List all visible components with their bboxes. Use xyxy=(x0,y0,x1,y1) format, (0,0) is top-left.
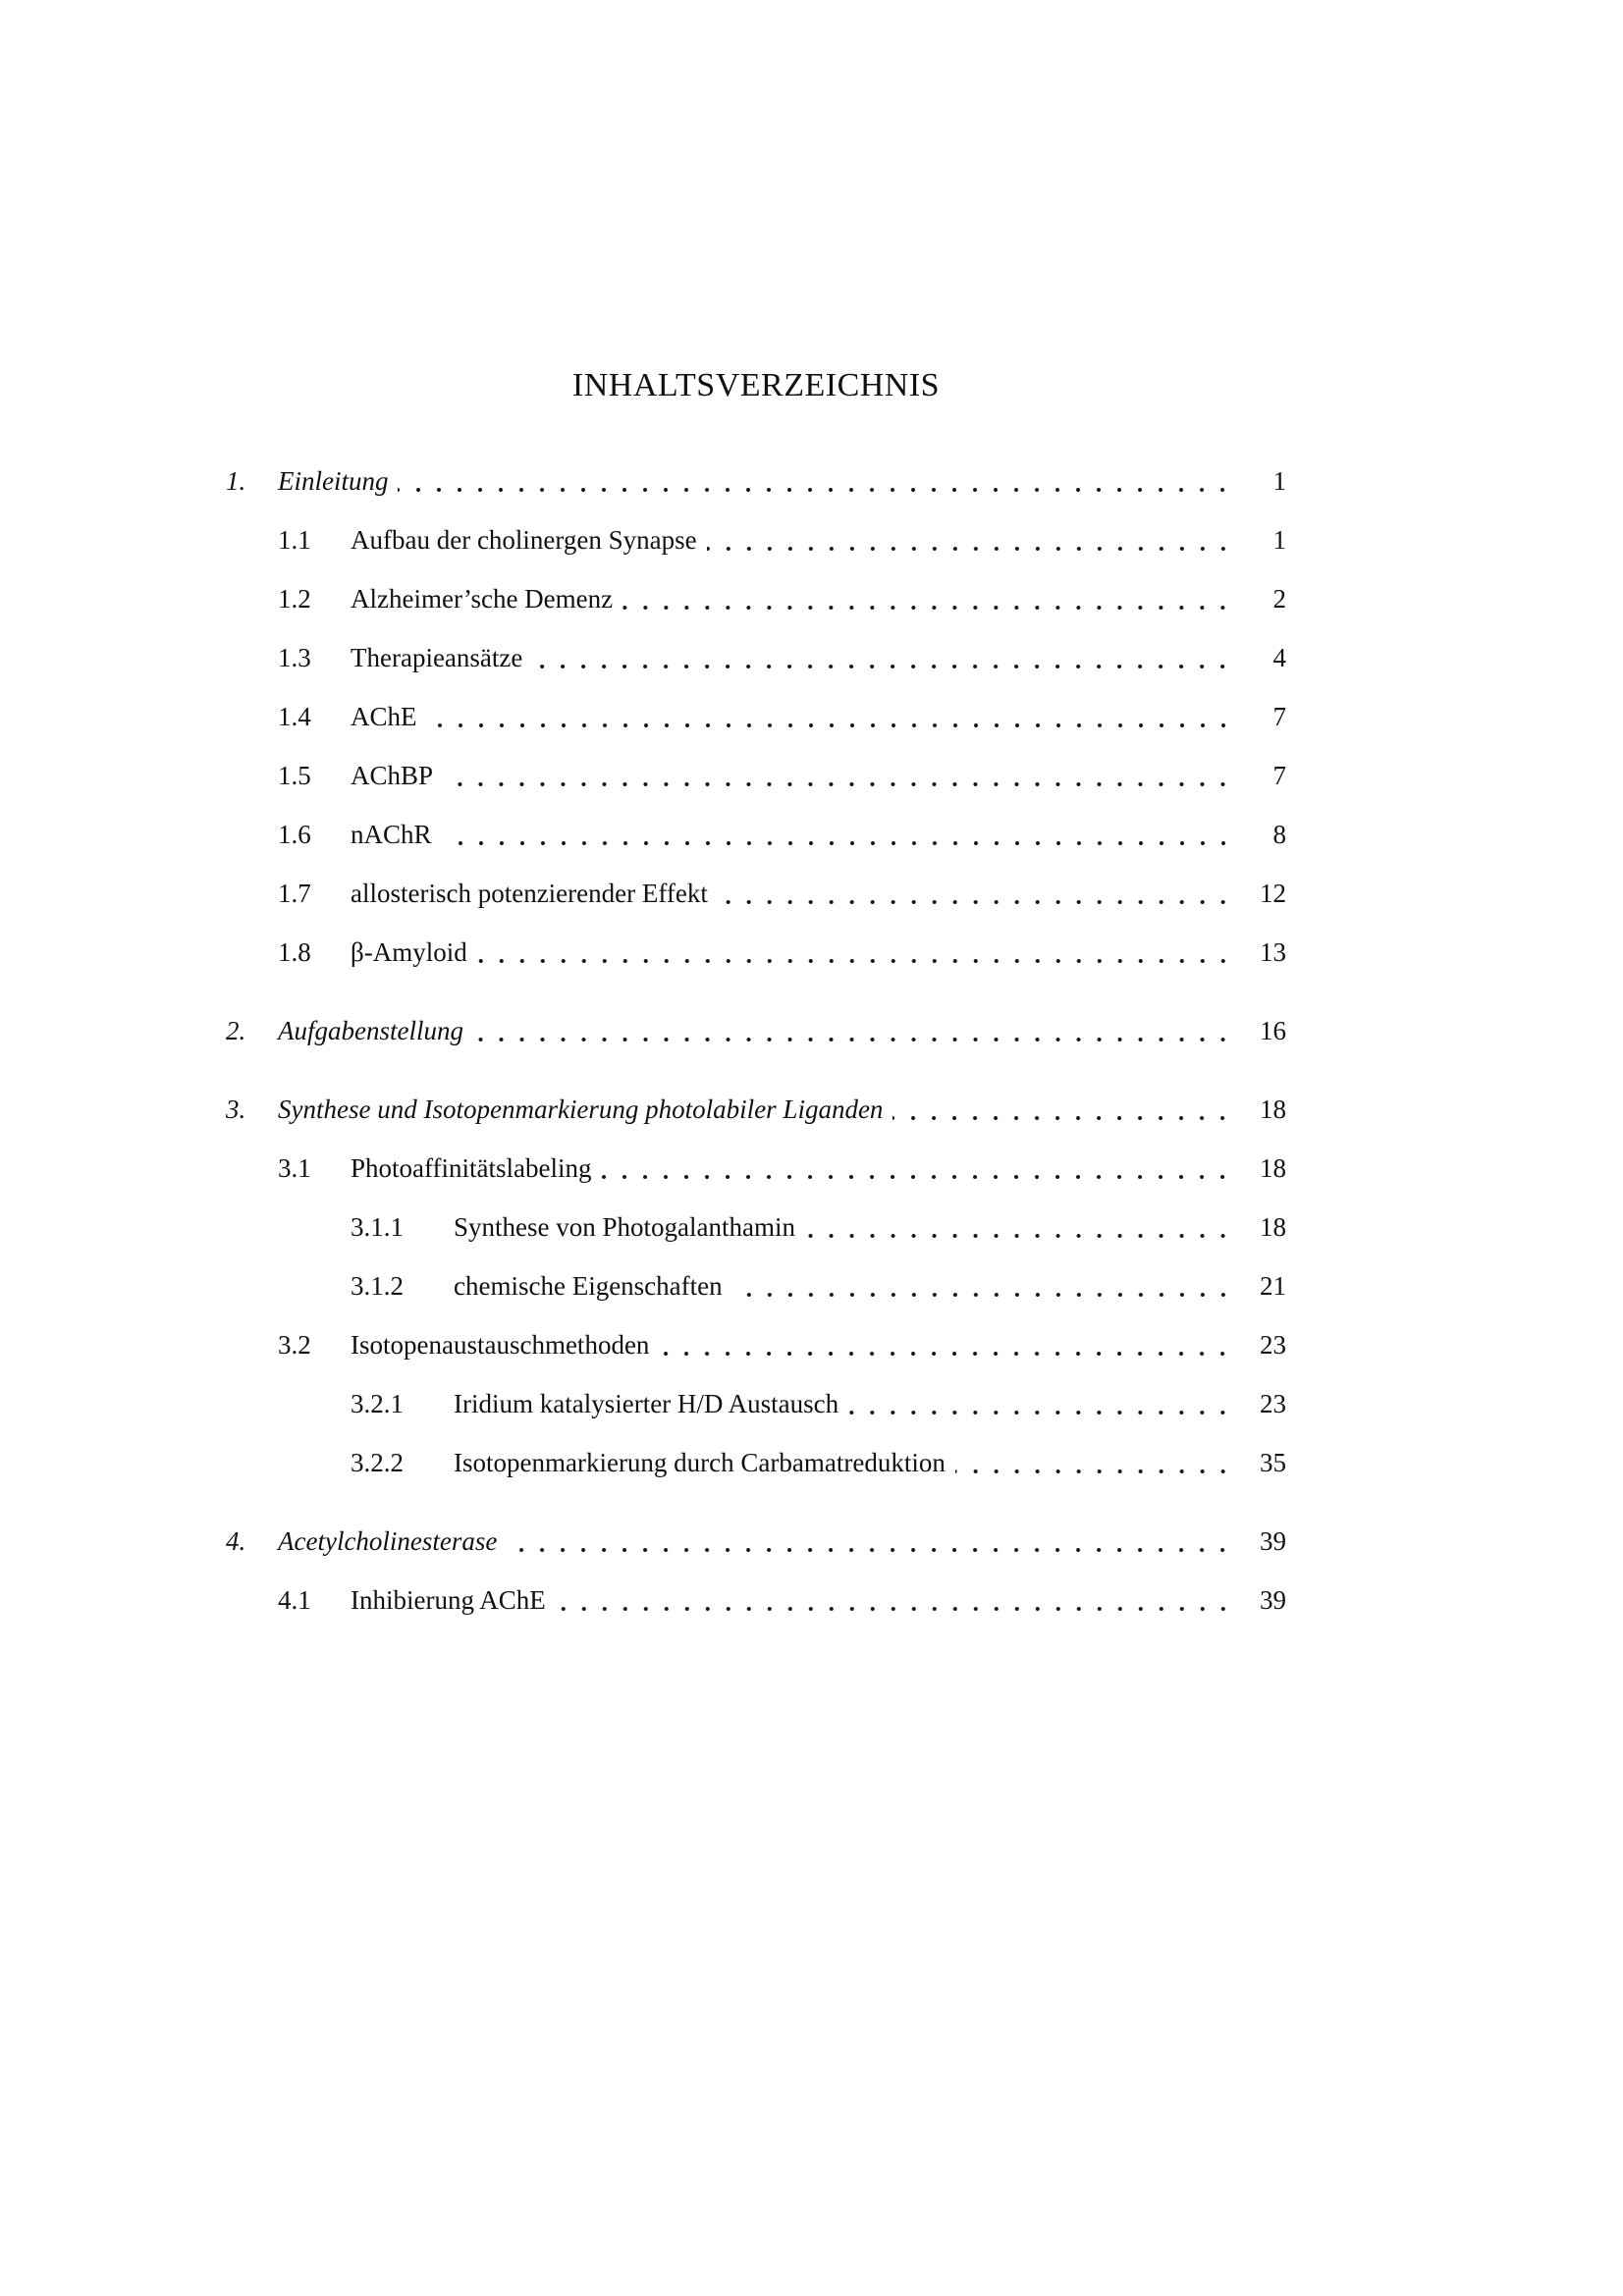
dot-leader xyxy=(622,569,1239,628)
toc-entry xyxy=(226,1571,1286,1629)
toc-entry xyxy=(226,1433,1286,1492)
toc-entry xyxy=(226,923,1286,982)
toc-entry-number: 1.6 xyxy=(278,820,311,849)
dot-leader xyxy=(732,1256,1239,1315)
toc-entry-page: 18 xyxy=(1260,1212,1286,1242)
toc-entry-number: 3.1 xyxy=(278,1153,311,1183)
toc-entry-label: Inhibierung AChE xyxy=(351,1585,546,1615)
dot-leader xyxy=(848,1374,1239,1433)
toc-entry-number: 3.2.1 xyxy=(351,1389,404,1418)
toc-entry xyxy=(226,452,1286,510)
toc-entry xyxy=(226,1374,1286,1433)
toc-entry xyxy=(226,1198,1286,1256)
page-content xyxy=(226,0,1286,1629)
dot-leader xyxy=(427,687,1240,746)
toc-entry-number: 1.4 xyxy=(278,702,311,731)
toc-entry-label: Acetylcholinesterase xyxy=(278,1526,498,1556)
toc-entry-number: 2. xyxy=(226,1016,246,1045)
toc-entry-number: 3.2 xyxy=(278,1330,311,1360)
toc-entry xyxy=(226,1315,1286,1374)
toc-entry-label: AChE xyxy=(351,702,417,731)
toc-entry-number: 1.8 xyxy=(278,937,311,967)
toc-entry-page: 13 xyxy=(1260,937,1286,967)
toc-entry-page: 16 xyxy=(1260,1016,1286,1045)
toc-entry-label: Aufbau der cholinergen Synapse xyxy=(351,525,697,555)
dot-leader xyxy=(805,1198,1239,1256)
toc-entry-label: Synthese und Isotopenmarkierung photolabiler Liganden xyxy=(278,1095,884,1124)
toc-entry-label: Photoaffinitätslabeling xyxy=(351,1153,592,1183)
toc-entry xyxy=(226,1256,1286,1315)
toc-entry-label: β-Amyloid xyxy=(351,937,467,967)
toc-entry xyxy=(226,805,1286,864)
toc-entry-label: Iridium katalysierter H/D Austausch xyxy=(454,1389,839,1418)
toc-entry xyxy=(226,628,1286,687)
toc-entry-label: Aufgabenstellung xyxy=(278,1016,463,1045)
toc-entry-number: 3.1.2 xyxy=(351,1271,404,1301)
toc-entry-page: 21 xyxy=(1260,1271,1286,1301)
dot-leader xyxy=(955,1433,1239,1492)
dot-leader xyxy=(707,510,1239,569)
dot-leader xyxy=(556,1571,1239,1629)
toc-entry xyxy=(226,864,1286,923)
toc-entry-number: 1.3 xyxy=(278,643,311,672)
dot-leader xyxy=(893,1080,1239,1139)
toc-entry-number: 3. xyxy=(226,1095,246,1124)
dot-leader xyxy=(507,1512,1239,1571)
toc-entry-number: 1.7 xyxy=(278,879,311,908)
toc-entry-label: Isotopenmarkierung durch Carbamatreduktion xyxy=(454,1448,946,1477)
toc-entry-number: 1.2 xyxy=(278,584,311,614)
toc-entry-page: 4 xyxy=(1272,643,1286,672)
toc-entry-label: chemische Eigenschaften xyxy=(454,1271,723,1301)
toc-entry-page: 39 xyxy=(1260,1585,1286,1615)
dot-leader xyxy=(398,452,1239,510)
toc-entry-page: 12 xyxy=(1260,879,1286,908)
toc-entry-number: 3.2.2 xyxy=(351,1448,404,1477)
toc-entry-number: 1.1 xyxy=(278,525,311,555)
toc-entry xyxy=(226,569,1286,628)
dot-leader xyxy=(473,1001,1239,1060)
dot-leader xyxy=(718,864,1239,923)
toc-entry-label: Einleitung xyxy=(278,466,389,496)
toc-entry-label: nAChR xyxy=(351,820,432,849)
toc-entry-page: 18 xyxy=(1260,1095,1286,1124)
toc-entry-label: Synthese von Photogalanthamin xyxy=(454,1212,795,1242)
toc-entry xyxy=(226,746,1286,805)
toc-entry-label: allosterisch potenzierender Effekt xyxy=(351,879,708,908)
toc-entry-page: 2 xyxy=(1272,584,1286,614)
dot-leader xyxy=(477,923,1239,982)
dot-leader xyxy=(443,746,1239,805)
toc-entry-page: 8 xyxy=(1272,820,1286,849)
dot-leader xyxy=(601,1139,1239,1198)
toc-entry-page: 18 xyxy=(1260,1153,1286,1183)
toc-entry xyxy=(226,1080,1286,1139)
toc-entry-number: 4.1 xyxy=(278,1585,311,1615)
table-of-contents xyxy=(226,452,1286,1629)
toc-entry-number: 4. xyxy=(226,1526,246,1556)
toc-entry-page: 7 xyxy=(1272,761,1286,790)
toc-entry-label: Therapieansätze xyxy=(351,643,523,672)
page-title: INHALTSVERZEICHNIS xyxy=(571,367,941,403)
toc-entry xyxy=(226,1001,1286,1060)
toc-entry-page: 7 xyxy=(1272,702,1286,731)
toc-entry-number: 3.1.1 xyxy=(351,1212,404,1242)
toc-entry-label: Alzheimer’sche Demenz xyxy=(351,584,614,614)
toc-entry xyxy=(226,1512,1286,1571)
toc-entry-label: AChBP xyxy=(351,761,434,790)
dot-leader xyxy=(442,805,1239,864)
toc-entry-number: 1.5 xyxy=(278,761,311,790)
toc-entry-page: 23 xyxy=(1260,1389,1286,1418)
toc-entry-page: 1 xyxy=(1272,525,1286,555)
toc-entry-page: 35 xyxy=(1260,1448,1286,1477)
toc-entry-label: Isotopenaustauschmethoden xyxy=(351,1330,650,1360)
toc-entry-page: 23 xyxy=(1260,1330,1286,1360)
toc-entry xyxy=(226,510,1286,569)
toc-entry xyxy=(226,687,1286,746)
dot-leader xyxy=(659,1315,1239,1374)
toc-entry-page: 39 xyxy=(1260,1526,1286,1556)
dot-leader xyxy=(532,628,1239,687)
toc-entry xyxy=(226,1139,1286,1198)
toc-entry-page: 1 xyxy=(1272,466,1286,496)
toc-entry-number: 1. xyxy=(226,466,246,496)
